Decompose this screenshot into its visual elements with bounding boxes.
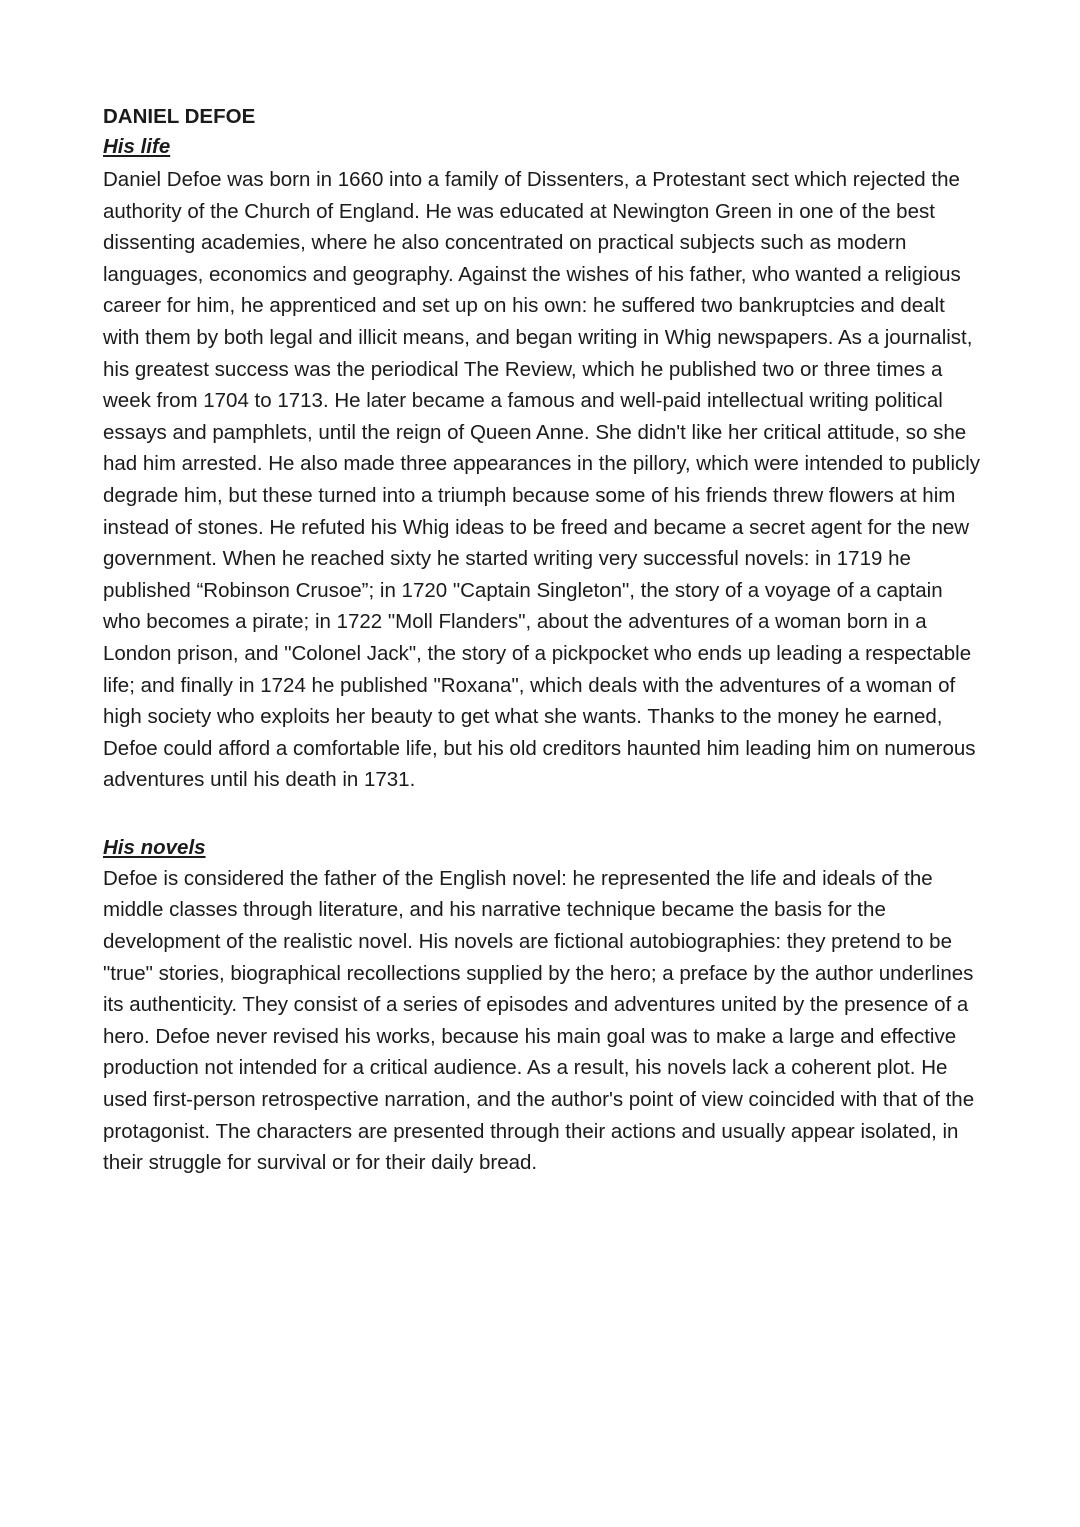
- document-page: [103, 102, 983, 1179]
- section-body-his-novels: Defoe is considered the father of the English novel: he represented the life and ideals of the middle classes through literature, and his narrative technique became the basis for the development of the realistic novel. His novels are fictional autobiographies: they pretend to be "true" stories, biographical recollections supplied by the hero; a preface by the author underlines its authenticity. They consist of a series of episodes and adventures united by the presence of a hero. Defoe never revised his works, because his main goal was to make a large and effective production not intended for a critical audience. As a result, his novels lack a coherent plot. He used first-person retrospective narration, and the author's point of view coincided with that of the protagonist. The characters are presented through their actions and usually appear isolated, in their struggle for survival or for their daily bread.: [103, 866, 975, 1175]
- section-his-novels: [103, 833, 983, 1179]
- document-title: DANIEL DEFOE: [103, 105, 256, 128]
- section-body-his-life: Daniel Defoe was born in 1660 into a family of Dissenters, a Protestant sect which rejected the authority of the Church of England. He was educated at Newington Green in one of the best dissenting academies, where he also concentrated on practical subjects such as modern languages, economics and geography. Against the wishes of his father, who wanted a religious career for him, he apprenticed and set up on his own: he suffered two bankruptcies and dealt with them by both legal and illicit means, and began writing in Whig newspapers. As a journalist, his greatest success was the periodical The Review, which he published two or three times a week from 1704 to 1713. He later became a famous and well-paid intellectual writing political essays and pamphlets, until the reign of Queen Anne. She didn't like her critical attitude, so she had him arrested. He also made three appearances in the pillory, which were intended to publicly degrade him, but these turned into a triumph because some of his friends threw flowers at him instead of stones. He refuted his Whig ideas to be freed and became a secret agent for the new government. When he reached sixty he started writing very successful novels: in 1719 he published “Robinson Crusoe”; in 1720 "Captain Singleton", the story of a voyage of a captain who becomes a pirate; in 1722 "Moll Flanders", about the adventures of a woman born in a London prison, and "Colonel Jack", the story of a pickpocket who ends up leading a respectable life; and finally in 1724 he published "Roxana", which deals with the adventures of a woman of high society who exploits her beauty to get what she wants. Thanks to the money he earned, Defoe could afford a comfortable life, but his old creditors haunted him leading him on numerous adventures until his death in 1731.: [103, 168, 981, 792]
- section-his-life: [103, 132, 983, 796]
- section-heading-his-novels: His novels: [103, 835, 206, 859]
- section-heading-his-life: His life: [103, 135, 171, 158]
